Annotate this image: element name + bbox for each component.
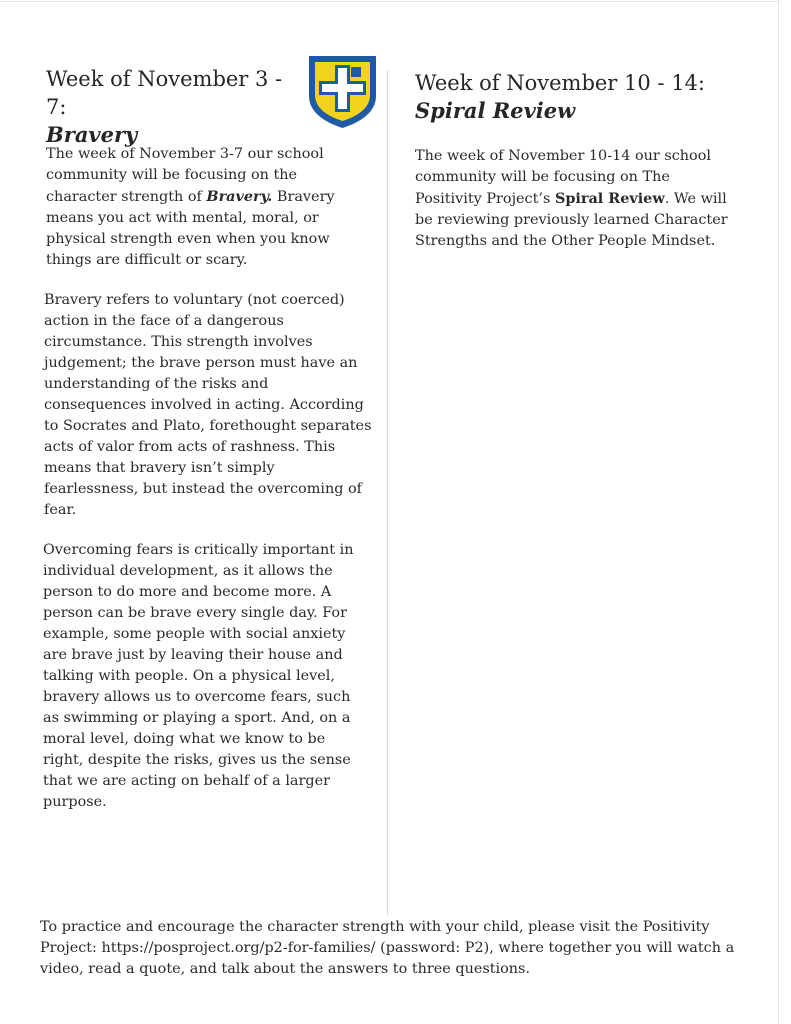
left-heading-subtitle: Bravery	[46, 122, 138, 147]
positivity-project-shield-icon	[305, 52, 380, 130]
bravery-intro-emphasis: Bravery.	[206, 188, 273, 205]
bravery-development-paragraph: Overcoming fears is critically important in individual development, as it allows the person to do more and become more. A person can be brave every single day. For example, some people with social anxiety are brave just by leaving their house and talking with people. On a physical level, bravery allows us to overcome fears, such as swimming or playing a sport. And, on a moral level, doing what we know to be right, despite the risks, gives us the sense that we are acting on behalf of a larger purpose.	[43, 542, 354, 810]
bravery-intro-text-b: Bravery means you act with mental, moral, or physical strength even when you know things are difficult or scary.	[46, 189, 335, 268]
bravery-intro-text-a: The week of November 3-7 our school community will be focusing on the character strength of	[46, 146, 324, 205]
right-heading	[415, 69, 745, 125]
right-heading-title: Week of November 10 - 14:	[415, 71, 705, 95]
page-edge-top	[0, 1, 780, 2]
right-heading-subtitle: Spiral Review	[415, 98, 576, 123]
bravery-intro-paragraph	[46, 144, 366, 271]
spiral-review-text-a: The week of November 10-14 our school community will be focusing on The Positivity Project’s	[415, 148, 711, 207]
footer-paragraph: To practice and encourage the character strength with your child, please visit the Positivity Project: https://posproject.org/p2-for-families/ (password: P2), where together you will watch a video, read a quote, and talk about the answers to three questions.	[40, 919, 735, 977]
bravery-definition-paragraph: Bravery refers to voluntary (not coerced) action in the face of a dangerous circumstance. This strength involves judgement; the brave person must have an understanding of the risks and consequences involved in acting. According to Socrates and Plato, forethought separates acts of valor from acts of rashness. This means that bravery isn’t simply fearlessness, but instead the overcoming of fear.	[44, 292, 372, 518]
spiral-review-text-b: . We will be reviewing previously learned Character Strengths and the Other People Mindset.	[415, 191, 728, 249]
spiral-review-paragraph	[415, 146, 745, 252]
left-heading-title: Week of November 3 - 7:	[46, 67, 283, 119]
left-heading	[46, 65, 296, 149]
spiral-review-emphasis: Spiral Review	[554, 190, 665, 207]
column-divider	[387, 70, 388, 915]
page-edge-right	[778, 0, 779, 1024]
